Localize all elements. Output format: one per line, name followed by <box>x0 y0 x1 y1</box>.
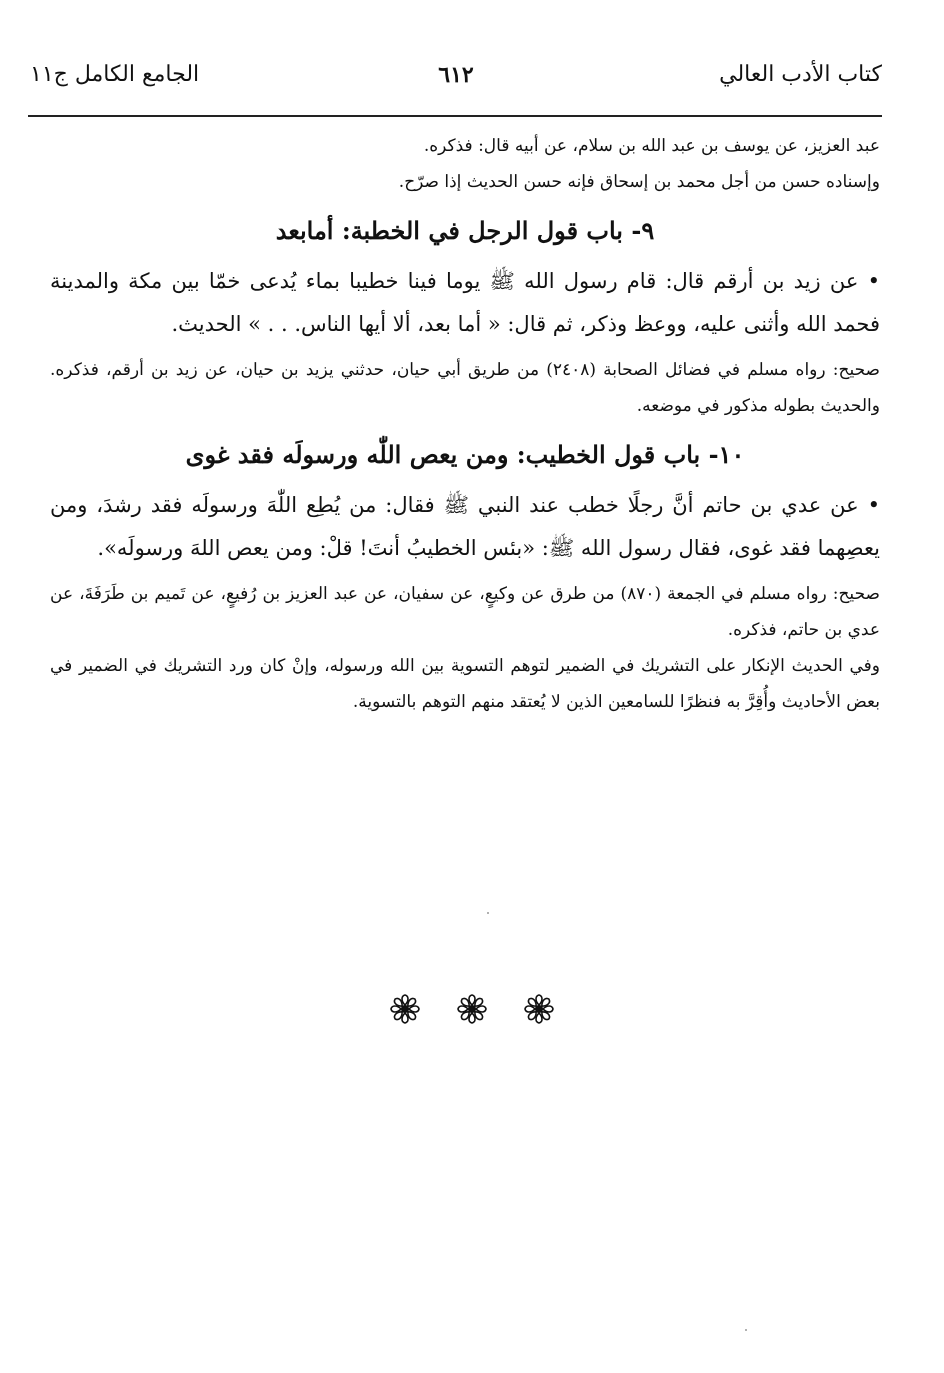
flower-ornament-icon <box>524 994 554 1024</box>
page-body <box>50 128 880 720</box>
chapter-heading-10: ١٠- باب قول الخطيب: ومن يعص اللّٰه ورسولَه فقد غوى <box>185 440 745 469</box>
book-title: كتاب الأدب العالي <box>719 62 882 87</box>
chapter-heading-9: ٩- باب قول الرجل في الخطبة: أمابعد <box>275 216 655 245</box>
hadith-10-text: • عن عدي بن حاتم أنَّ رجلًا خطب عند النبي ﷺ فقال: من يُطِع اللّٰهَ ورسولَه فقد رشدَ، ومن يعصِهما فقد غوى، فقال رسول الله ﷺ: «بئس الخطيبُ أنتَ! قلْ: ومن يعص اللهَ ورسولَه». <box>50 493 880 560</box>
hadith-9-grading: صحيح: رواه مسلم في فضائل الصحابة (٢٤٠٨) من طريق أبي حيان، حدثني يزيد بن حيان، عن زيد بن أرقم، فذكره. والحديث بطوله مذكور في موضعه. <box>50 360 880 416</box>
previous-note-line2: وإسناده حسن من أجل محمد بن إسحاق فإنه حسن الحديث إذا صرّح. <box>398 172 880 192</box>
collection-volume: الجامع الكامل ج١١ <box>30 62 200 87</box>
scan-speck <box>487 912 489 914</box>
running-header <box>30 62 882 102</box>
hadith-9-text: • عن زيد بن أرقم قال: قام رسول الله ﷺ يوما فينا خطيبا بماء يُدعى خمّا بين مكة والمدينة فحمد الله وأثنى عليه، ووعظ وذكر، ثم قال: « أما بعد، ألا أيها الناس. . . » الحديث. <box>50 269 880 336</box>
page-number: ٦١٢ <box>438 62 474 88</box>
section-end-ornaments <box>0 994 944 1028</box>
previous-note-line1: عبد العزيز، عن يوسف بن عبد الله بن سلام، عن أبيه قال: فذكره. <box>423 136 880 156</box>
flower-ornament-icon <box>457 994 487 1024</box>
header-rule <box>28 115 882 117</box>
hadith-10-commentary: وفي الحديث الإنكار على التشريك في الضمير لتوهم التسوية بين الله ورسوله، وإنْ كان ورد التشريك في الضمير في بعض الأحاديث وأُقِرَّ به فنظرًا للسامعين الذين لا يُعتقد منهم التوهم بالتسوية. <box>50 656 880 712</box>
scan-speck <box>745 1329 747 1331</box>
flower-ornament-icon <box>390 994 420 1024</box>
hadith-10-grading: صحيح: رواه مسلم في الجمعة (٨٧٠) من طرق عن وكيعٍ، عن سفيان، عن عبد العزيز بن رُفيعٍ، عن تَميم بن طَرَفَةَ، عن عدي بن حاتم، فذكره. <box>50 584 880 640</box>
